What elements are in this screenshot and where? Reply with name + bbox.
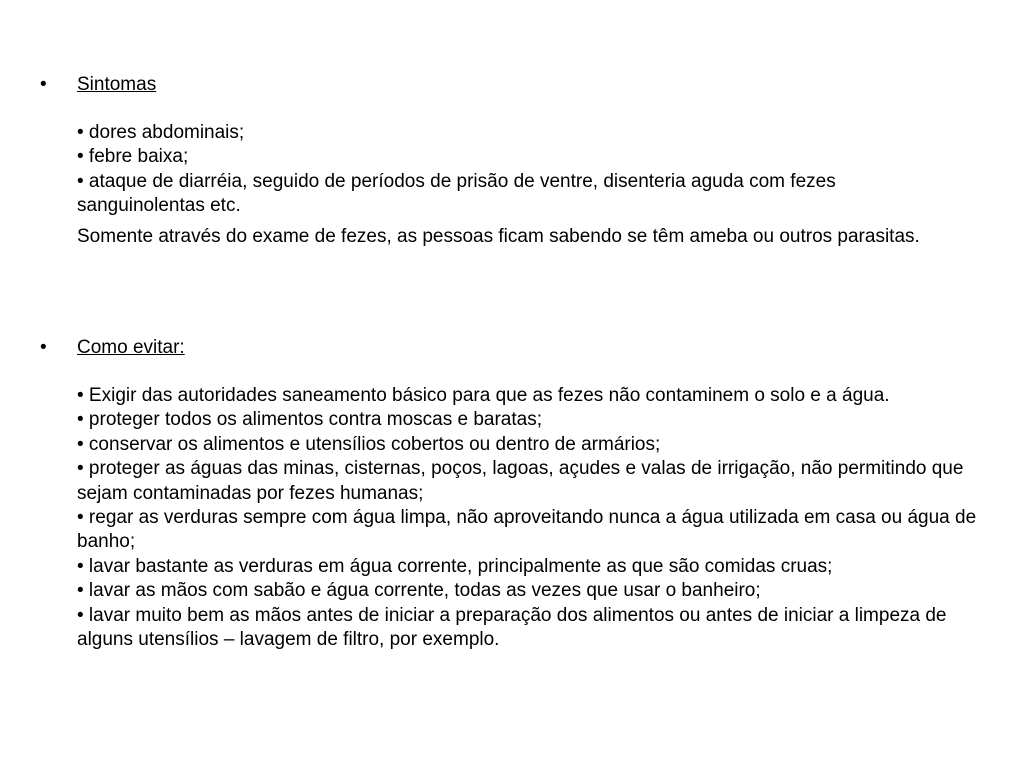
sintomas-item-3: • ataque de diarréia, seguido de períodos de prisão de ventre, disenteria aguda com fezes: [77, 170, 836, 192]
sintomas-item-1: • dores abdominais;: [77, 122, 245, 143]
como-evitar-heading: Como evitar:: [77, 337, 185, 358]
como-evitar-item-2: • proteger todos os alimentos contra moscas e baratas;: [77, 409, 542, 431]
section-como-evitar: [40, 336, 980, 726]
como-evitar-item-7: • lavar as mãos com sabão e água corrente, todas as vezes que usar o banheiro;: [77, 580, 761, 602]
como-evitar-item-4: • proteger as águas das minas, cisternas, poços, lagoas, açudes e valas de irrigação, não permitindo que sejam contaminadas por fezes humanas;: [77, 458, 964, 504]
bullet-sintomas: •: [40, 74, 47, 95]
como-evitar-item-3: • conservar os alimentos e utensílios cobertos ou dentro de armários;: [77, 433, 661, 455]
section-sintomas: [40, 73, 980, 313]
bullet-como-evitar: •: [40, 337, 47, 358]
como-evitar-item-6: • lavar bastante as verduras em água corrente, principalmente as que são comidas cruas;: [77, 555, 833, 577]
como-evitar-body: [77, 336, 977, 652]
como-evitar-item-1: • Exigir das autoridades saneamento básico para que as fezes não contaminem o solo e a água.: [77, 385, 890, 406]
sintomas-body: [77, 73, 977, 249]
como-evitar-item-5: • regar as verduras sempre com água limpa, não aproveitando nunca a água utilizada em casa ou água de banho;: [77, 507, 977, 553]
sintomas-heading: Sintomas: [77, 74, 157, 95]
sintomas-item-4: sanguinolentas etc.: [77, 195, 241, 217]
sintomas-item-2: • febre baixa;: [77, 146, 189, 168]
como-evitar-item-8: • lavar muito bem as mãos antes de iniciar a preparação dos alimentos ou antes de iniciar a limpeza de alguns utensílios – lavagem de filtro, por exemplo.: [77, 604, 947, 651]
sintomas-note: Somente através do exame de fezes, as pessoas ficam sabendo se têm ameba ou outros parasitas.: [77, 225, 920, 247]
